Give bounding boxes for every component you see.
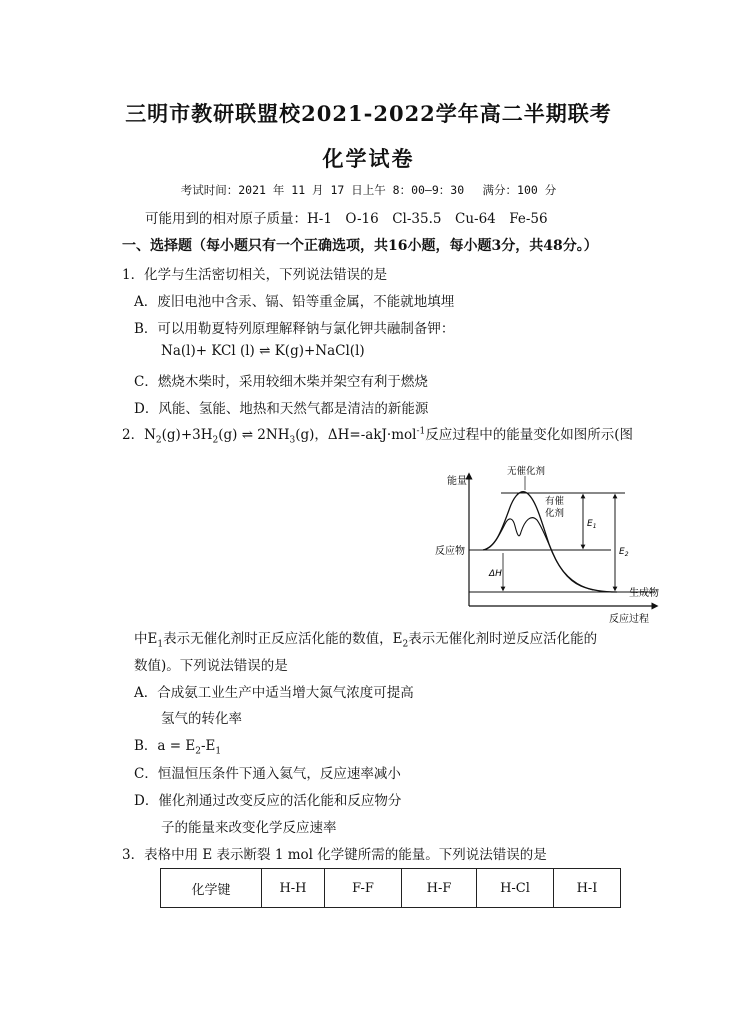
q2-continuation-2: 数值)。下列说法错误的是 bbox=[134, 658, 288, 674]
table-header-cell: H-I bbox=[554, 869, 621, 908]
table-header-cell: 化学键 bbox=[161, 869, 262, 908]
table-row bbox=[161, 869, 621, 908]
table-header-cell: H-H bbox=[262, 869, 325, 908]
energy-diagram bbox=[433, 462, 673, 630]
q2-option-a-line1: A．合成氨工业生产中适当增大氮气浓度可提高 bbox=[134, 685, 414, 701]
atomic-masses: 可能用到的相对原子质量：H-1 O-16 Cl-35.5 Cu-64 Fe-56 bbox=[145, 211, 548, 227]
exam-info: 考试时间：2021 年 11 月 17 日上午 8：00—9：30 满分：100 分 bbox=[180, 183, 557, 197]
q3-stem: 3．表格中用 E 表示断裂 1 mol 化学键所需的能量。下列说法错误的是 bbox=[122, 847, 547, 863]
q2-continuation-1: 中$E_1$表示无催化剂时正反应活化能的数值，$E_2$表示无催化剂时逆反应活化能的 bbox=[134, 631, 598, 650]
catalyst-label-2: 化剂 bbox=[545, 508, 565, 519]
q1-option-b-equation: Na(l)+ KCl (l) ⇌ K(g)+NaCl(l) bbox=[161, 343, 365, 359]
table-header-cell: H-F bbox=[402, 869, 477, 908]
q2-option-c: C．恒温恒压条件下通入氦气，反应速率减小 bbox=[134, 766, 401, 782]
q2-stem: 2．$N_2(g)+3H_2(g)$ ⇌ $2NH_3(g)$，ΔH=-akJ·mol$^{-1}$反应过程中的能量变化如图所示(图 bbox=[122, 426, 634, 446]
table-header-cell: F-F bbox=[325, 869, 402, 908]
no-catalyst-label: 无催化剂 bbox=[507, 466, 546, 477]
bond-energy-table bbox=[160, 868, 621, 908]
catalyst-curve bbox=[483, 518, 593, 590]
exam-title: 三明市教研联盟校2021-2022学年高二半期联考 bbox=[125, 101, 612, 126]
q2-option-d-line2: 子的能量来改变化学反应速率 bbox=[161, 820, 337, 836]
q1-option-d: D．风能、氢能、地热和天然气都是清洁的新能源 bbox=[134, 401, 429, 417]
delta-h-label: ΔH bbox=[489, 569, 502, 579]
table-header-cell: H-Cl bbox=[477, 869, 554, 908]
catalyst-label-1: 有催 bbox=[545, 496, 565, 507]
subject-title: 化学试卷 bbox=[322, 146, 415, 171]
q2-option-d-line1: D．催化剂通过改变反应的活化能和反应物分 bbox=[134, 793, 402, 809]
q1-option-b: B．可以用勒夏特列原理解释钠与氯化钾共融制备钾： bbox=[134, 321, 455, 337]
e2-label: $E_2$ bbox=[619, 547, 629, 558]
y-axis-label: 能量 bbox=[447, 476, 467, 487]
q1-option-c: C．燃烧木柴时，采用较细木柴并架空有利于燃烧 bbox=[134, 374, 428, 390]
q2-option-a-line2: 氢气的转化率 bbox=[161, 711, 242, 727]
e1-label: $E_1$ bbox=[587, 519, 597, 530]
q2-option-b: B．$a = E_2-E_1$ bbox=[134, 738, 222, 757]
products-label: 生成物 bbox=[629, 588, 659, 599]
reactants-label: 反应物 bbox=[435, 546, 465, 557]
section-heading: 一、选择题（每小题只有一个正确选项，共16小题，每小题3分，共48分。） bbox=[122, 238, 598, 254]
q1-option-a: A．废旧电池中含汞、镉、铅等重金属，不能就地填埋 bbox=[134, 294, 455, 310]
x-axis-label: 反应过程 bbox=[609, 614, 649, 625]
q1-stem: 1．化学与生活密切相关，下列说法错误的是 bbox=[122, 267, 388, 283]
